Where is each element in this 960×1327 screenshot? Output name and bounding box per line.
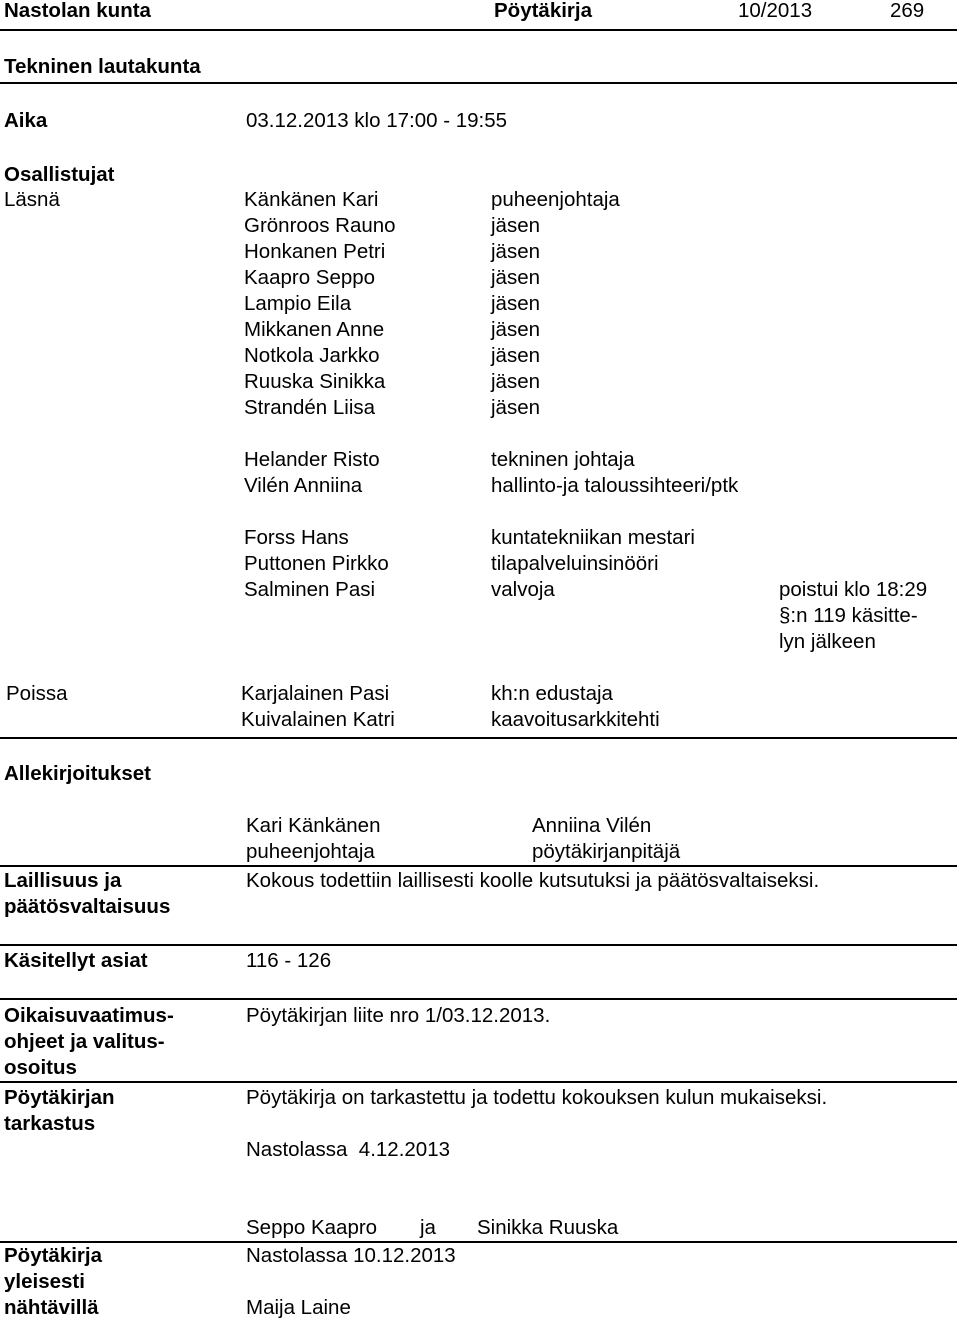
other-role: valvoja [491, 578, 555, 601]
secretary-name: Anniina Vilén [532, 814, 652, 837]
member-name: Notkola Jarkko [244, 344, 380, 367]
absent-name: Karjalainen Pasi [241, 682, 390, 705]
member-role: jäsen [491, 266, 541, 289]
absent-name: Kuivalainen Katri [241, 708, 395, 731]
publication-signer: Maija Laine [246, 1296, 351, 1319]
board-name: Tekninen lautakunta [4, 55, 201, 78]
handled-label: Käsitellyt asiat [4, 949, 148, 972]
official-name: Vilén Anniina [244, 474, 363, 497]
member-role: jäsen [491, 292, 541, 315]
publication-label: yleisesti [4, 1270, 85, 1293]
other-name: Forss Hans [244, 526, 349, 549]
publication-label: nähtävillä [4, 1296, 99, 1319]
official-name: Helander Risto [244, 448, 380, 471]
time-label: Aika [4, 109, 48, 132]
chair-title: puheenjohtaja [246, 840, 375, 863]
other-name: Salminen Pasi [244, 578, 376, 601]
departure-note: §:n 119 käsitte- [779, 604, 918, 627]
member-role: puheenjohtaja [491, 188, 620, 211]
legality-text: Kokous todettiin laillisesti koolle kutsutuksi ja päätösvaltaiseksi. [246, 869, 820, 892]
member-role: jäsen [491, 344, 541, 367]
document-number: 10/2013 [738, 0, 813, 22]
review-label: tarkastus [4, 1112, 96, 1135]
signatures-divider [0, 865, 957, 867]
member-role: jäsen [491, 370, 541, 393]
member-role: jäsen [491, 318, 541, 341]
other-role: kuntatekniikan mestari [491, 526, 695, 549]
header-divider [0, 29, 957, 31]
page-number: 269 [890, 0, 925, 22]
departure-note: poistui klo 18:29 [779, 578, 928, 601]
review-divider [0, 1241, 957, 1243]
member-name: Känkänen Kari [244, 188, 379, 211]
member-name: Mikkanen Anne [244, 318, 385, 341]
member-name: Strandén Liisa [244, 396, 376, 419]
review-place-date: Nastolassa 4.12.2013 [246, 1138, 450, 1161]
appeal-label: Oikaisuvaatimus- [4, 1004, 174, 1027]
time-value: 03.12.2013 klo 17:00 - 19:55 [246, 109, 508, 132]
handled-divider [0, 998, 957, 1000]
review-label: Pöytäkirjan [4, 1086, 115, 1109]
publication-place-date: Nastolassa 10.12.2013 [246, 1244, 456, 1267]
municipality-name: Nastolan kunta [4, 0, 151, 22]
appeal-label: ohjeet ja valitus- [4, 1030, 165, 1053]
other-name: Puttonen Pirkko [244, 552, 389, 575]
member-role: jäsen [491, 240, 541, 263]
official-role: hallinto-ja taloussihteeri/ptk [491, 474, 739, 497]
absent-role: kh:n edustaja [491, 682, 613, 705]
other-role: tilapalveluinsinööri [491, 552, 659, 575]
member-role: jäsen [491, 396, 541, 419]
chair-name: Kari Känkänen [246, 814, 381, 837]
member-role: jäsen [491, 214, 541, 237]
review-text: Pöytäkirja on tarkastettu ja todettu kokouksen kulun mukaiseksi. [246, 1086, 828, 1109]
legality-label: päätösvaltaisuus [4, 895, 171, 918]
member-name: Grönroos Rauno [244, 214, 396, 237]
member-name: Lampio Eila [244, 292, 352, 315]
handled-value: 116 - 126 [246, 949, 332, 972]
participants-heading: Osallistujat [4, 163, 115, 186]
reviewer-conjunction: ja [420, 1216, 436, 1239]
appeal-label: osoitus [4, 1056, 77, 1079]
member-name: Ruuska Sinikka [244, 370, 386, 393]
departure-note: lyn jälkeen [779, 630, 876, 653]
absent-role: kaavoitusarkkitehti [491, 708, 660, 731]
appeal-text: Pöytäkirjan liite nro 1/03.12.2013. [246, 1004, 551, 1027]
official-role: tekninen johtaja [491, 448, 635, 471]
reviewer-name: Sinikka Ruuska [477, 1216, 619, 1239]
signatures-heading: Allekirjoitukset [4, 762, 151, 785]
legality-divider [0, 944, 957, 946]
member-name: Honkanen Petri [244, 240, 386, 263]
participants-divider [0, 737, 957, 739]
appeal-divider [0, 1081, 957, 1083]
document-type: Pöytäkirja [494, 0, 592, 22]
board-divider [0, 82, 957, 84]
present-label: Läsnä [4, 188, 60, 211]
reviewer-name: Seppo Kaapro [246, 1216, 378, 1239]
absent-label: Poissa [6, 682, 68, 705]
legality-label: Laillisuus ja [4, 869, 122, 892]
secretary-title: pöytäkirjanpitäjä [532, 840, 681, 863]
publication-label: Pöytäkirja [4, 1244, 102, 1267]
member-name: Kaapro Seppo [244, 266, 376, 289]
